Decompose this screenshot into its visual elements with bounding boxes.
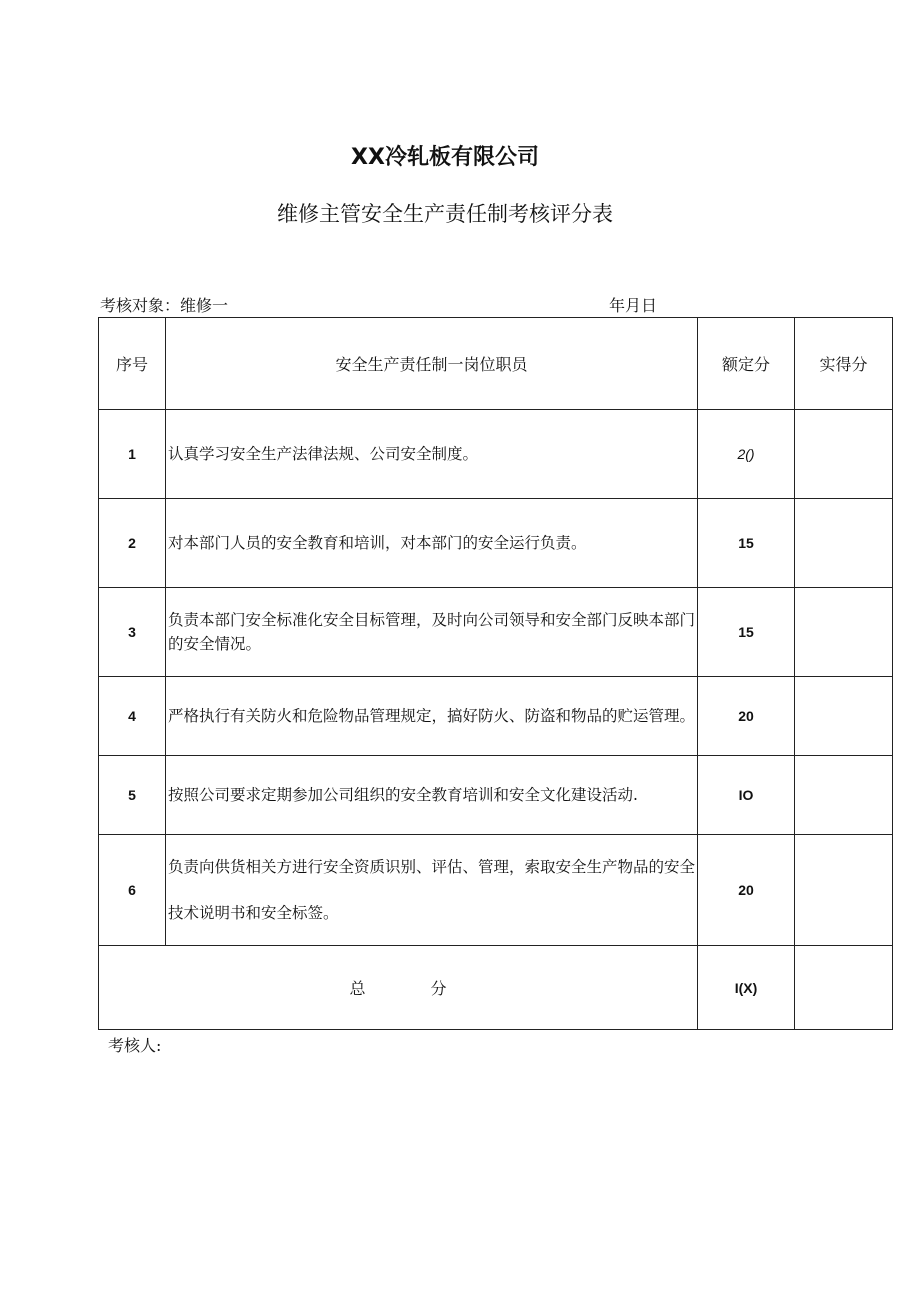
row-number: 4 (99, 677, 166, 756)
row-rated-score: 20 (698, 677, 795, 756)
form-title: 维修主管安全生产责任制考核评分表 (277, 202, 613, 226)
row-number: 2 (99, 499, 166, 588)
score-table (98, 317, 893, 1030)
row-number: 1 (99, 410, 166, 499)
table-row (99, 756, 893, 835)
row-item: 负责本部门安全标准化安全目标管理，及时向公司领导和安全部门反映本部门的安全情况。 (166, 588, 698, 677)
row-rated-score: 20 (698, 835, 795, 946)
row-item: 按照公司要求定期参加公司组织的安全教育培训和安全文化建设活动. (166, 756, 698, 835)
row-actual-score[interactable] (795, 499, 893, 588)
company-title: XX冷轧板有限公司 (351, 145, 539, 170)
table-row (99, 499, 893, 588)
table-row (99, 410, 893, 499)
row-item: 负责向供货相关方进行安全资质识别、评估、管理，索取安全生产物品的安全技术说明书和安全标签。 (166, 835, 698, 946)
row-actual-score[interactable] (795, 677, 893, 756)
total-actual-score[interactable] (795, 946, 893, 1030)
total-row (99, 946, 893, 1030)
row-rated-score: 2() (698, 410, 795, 499)
row-rated-score: 15 (698, 588, 795, 677)
row-item: 对本部门人员的安全教育和培训，对本部门的安全运行负责。 (166, 499, 698, 588)
row-actual-score[interactable] (795, 756, 893, 835)
row-actual-score[interactable] (795, 835, 893, 946)
row-rated-score: IO (698, 756, 795, 835)
table-row (99, 588, 893, 677)
row-actual-score[interactable] (795, 410, 893, 499)
row-rated-score: 15 (698, 499, 795, 588)
total-label: 总 分 (99, 946, 698, 1030)
subject-label: 考核对象：维修一 (100, 296, 229, 315)
column-header-actual: 实得分 (795, 318, 893, 410)
row-item: 认真学习安全生产法律法规、公司安全制度。 (166, 410, 698, 499)
table-row (99, 677, 893, 756)
column-header-item: 安全生产责任制一岗位职员 (166, 318, 698, 410)
row-actual-score[interactable] (795, 588, 893, 677)
table-header-row (99, 318, 893, 410)
row-number: 5 (99, 756, 166, 835)
table-row (99, 835, 893, 946)
column-header-no: 序号 (99, 318, 166, 410)
row-item: 严格执行有关防火和危险物品管理规定，搞好防火、防盗和物品的贮运管理。 (166, 677, 698, 756)
row-number: 3 (99, 588, 166, 677)
row-number: 6 (99, 835, 166, 946)
column-header-rated: 额定分 (698, 318, 795, 410)
date-label: 年月日 (609, 296, 658, 315)
reviewer-label: 考核人: (108, 1036, 162, 1055)
total-rated-score: I(X) (698, 946, 795, 1030)
